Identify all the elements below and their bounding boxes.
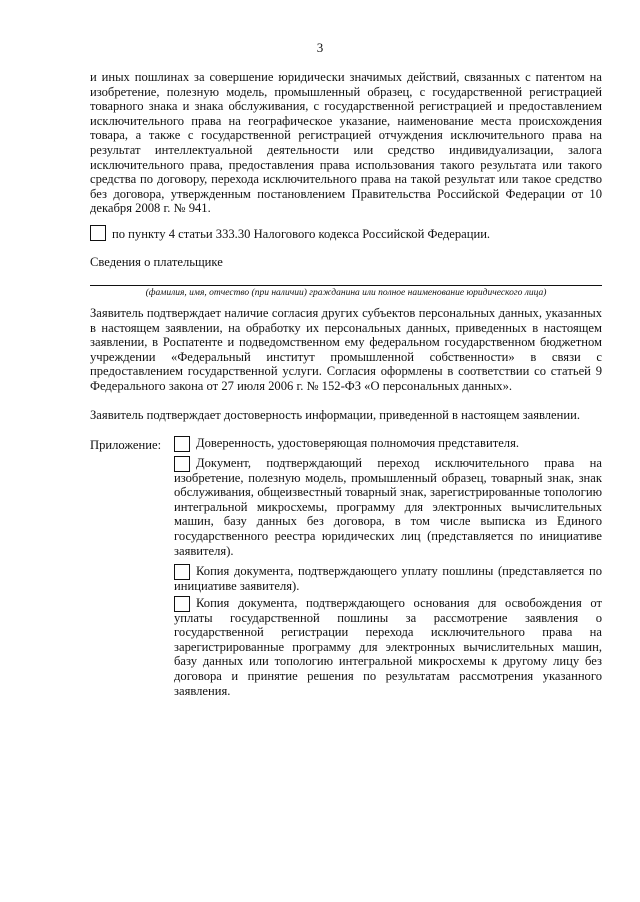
tax-code-label: по пункту 4 статьи 333.30 Налогового кодекса Российской Федерации.: [112, 227, 491, 241]
tax-code-checkbox[interactable]: [90, 225, 106, 241]
page-number: 3: [316, 40, 324, 55]
fee-regulation-paragraph: и иных пошлинах за совершение юридически значимых действий, связанных с патентом на изобретение, полезную модель, промышленный образец, с государственной регистрацией товарного знака и знака обслуживания, с государственной регистрацией и предоставлением исключительного права на географическое указание, наименование места происхождения товара, а также с государственной регистрацией отчуждения исключительного права на результат интеллектуальной деятельности или средство индивидуализации, залога исключительного права, предоставления права использования такого результата или такого средства по договору, перехода исключительного права на такой результат или такое средство без договора, утвержденным постановлением Правительства Российской Федерации от 10 декабря 2008 г. № 941.: [90, 70, 602, 216]
attachment-text: Доверенность, удостоверяющая полномочия представителя.: [196, 436, 520, 450]
payer-field-caption: (фамилия, имя, отчество (при наличии) гражданина или полное наименование юридического лица): [145, 288, 547, 298]
payer-section-title: Сведения о плательщике: [90, 255, 223, 269]
accuracy-confirmation-paragraph: Заявитель подтверждает достоверность информации, приведенной в настоящем заявлении.: [90, 408, 581, 422]
attachment-text: Копия документа, подтверждающего основания для освобождения от уплаты государственной пошлины за рассмотрение заявления о государственной регистрации перехода исключительного права на зарегистрированные программу для электронных вычислительных машин, базу данных или топологию интегральной микросхемы к другому лицу без договора и принятие решения по результатам рассмотрения указанного заявления.: [174, 596, 602, 698]
attachment-text: Копия документа, подтверждающего уплату пошлины (представляется по инициативе заявителя).: [174, 564, 602, 593]
personal-data-consent-paragraph: Заявитель подтверждает наличие согласия других субъектов персональных данных, указанных в настоящем заявлении, на обработку их персональных данных, приведенных в настоящем заявлении, в Роспатенте и подведомственном ему федеральном государственном бюджетном учреждении «Федеральный институт промышленной собственности» в связи с предоставлением государственной услуги. Согласия оформлены в соответствии со статьей 9 Федерального закона от 27 июля 2006 г. № 152-ФЗ «О персональных данных».: [90, 306, 602, 393]
attachments-label: Приложение:: [90, 438, 162, 452]
payer-name-field[interactable]: [90, 285, 602, 286]
attachment-text: Документ, подтверждающий переход исключительного права на изобретение, полезную модель, промышленный образец, товарный знак, знак обслуживания, общеизвестный товарный знак, зарегистрированные топологию интегральной микросхемы, программу для электронных вычислительных машин, базу данных без договора, в том числе выписка из Единого государственного реестра юридических лиц (представляется по инициативе заявителя).: [174, 456, 602, 558]
